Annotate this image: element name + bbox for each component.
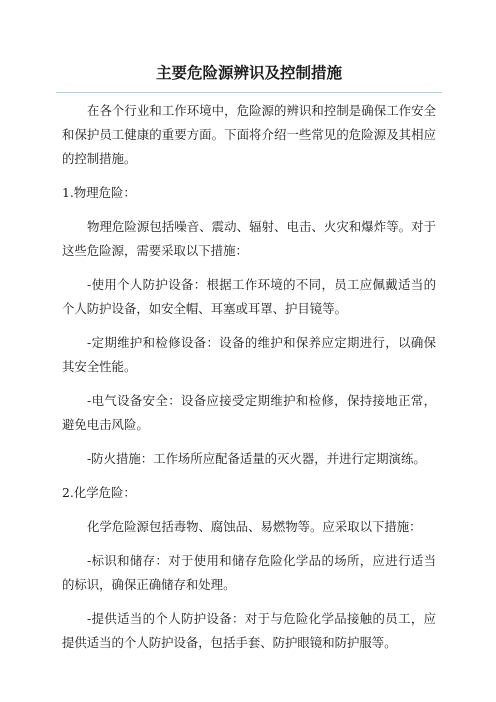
document-title: 主要危险源辨识及控制措施 [155,63,342,82]
measure-item: -定期维护和检修设备：设备的维护和保养应定期进行，以确保其安全性能。 [62,335,436,374]
measure-item: -使用个人防护设备：根据工作环境的不同，员工应佩戴适当的个人防护设备，如安全帽、耳塞或耳罩、护目镜等。 [62,277,436,316]
document-page [62,62,436,665]
measure-item: -防火措施：工作场所应配备适量的灭火器，并进行定期演练。 [87,451,426,466]
title-divider [56,92,442,93]
measure-item: -提供适当的个人防护设备：对于与危险化学品接触的员工，应提供适当的个人防护设备，包括手套、防护眼镜和防护服等。 [62,611,436,650]
measure-item: -电气设备安全：设备应接受定期维护和检修，保持接地正常，避免电击风险。 [62,393,436,432]
section-heading-physical: 1.物理危险： [62,185,136,200]
measure-item: -标识和储存：对于使用和储存危险化学品的场所，应进行适当的标识，确保正确储存和处理。 [62,553,436,592]
section-summary-physical: 物理危险源包括噪音、震动、辐射、电击、火灾和爆炸等。对于这些危险源，需要采取以下措施： [62,219,436,258]
section-heading-chemical: 2.化学危险： [62,485,136,500]
section-summary-chemical: 化学危险源包括毒物、腐蚀品、易燃物等。应采取以下措施： [87,519,422,534]
intro-paragraph: 在各个行业和工作环境中，危险源的辨识和控制是确保工作安全和保护员工健康的重要方面。下面将介绍一些常见的危险源及其相应的控制措施。 [62,103,436,166]
